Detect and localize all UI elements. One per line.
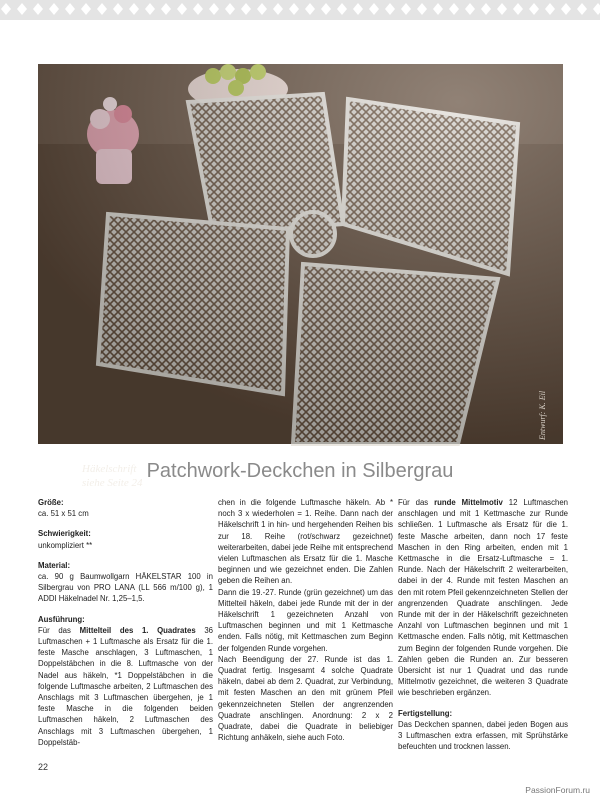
assembly-text: Nach Beendigung der 27. Runde ist das 1. Quadrat fertig. Insgesamt 4 solche Quadrate häkeln, dabei ab dem 2. Quadrat, zur Verbindung, mit festen Maschen an den mit grünem Pfeil gekennzeichneten Stellen der angrenzenden Quadrate anschlingen. Anordnung: 2 x 2 Quadrate, dabei die Quadrate in beliebiger Richtung anhäkeln, siehe auch Foto.: [218, 654, 393, 743]
instructions-heading: Ausführung:: [38, 614, 85, 624]
instructions-bold: Mittelteil des 1. Quadrates: [79, 625, 196, 635]
instructions-body: 36 Luftmaschen + 1 Luftmasche als Ersatz für die 1. feste Masche anschlagen, 3 Luftmaschen, 1 Doppelstäbchen in die 8. Luftmasche von der Nadel aus häkeln, *1 Doppelstäbchen in die folgende Luftmasche arbeiten, 2 Luftmaschen des Anschlags mit 3 Luftmaschen übergehen, je 1 feste Masche in die folgenden beiden Luftmaschen häkeln, 2 Luftmaschen des Anschlags mit 3 Luftmaschen übergehen, 1 Doppelstäb-: [38, 625, 213, 747]
size-heading: Größe:: [38, 498, 64, 507]
diamond-pattern: [0, 0, 600, 20]
text-column-3: [398, 497, 568, 752]
instructions-text: [38, 625, 213, 748]
center-motif-body: 12 Luftmaschen anschlagen und mit 1 Kettmasche zur Runde schließen. 1 Luftmasche als Ersatz für die 1. feste Masche arbeiten, dann noch 17 feste Maschen in den Ring arbeiten, enden mit 1 Kettmasche in die Ersatz-Luftmasche = 1. Runde. Nach der Häkelschrift 2 weiterarbeiten, dabei in der 4. Runde mit festen Maschen an den mit rotem Pfeil gekennzeichneten Stellen der angrenzenden Quadrate anschlingen. Jede Runde mit der in der Häkelschrift gezeichneten Anzahl von Luftmaschen beginnen und mit 1 Kettmasche enden. Falls nötig, mit Kettmaschen zum Beginn der folgenden Runde vorgehen. Die Zahlen geben die Runden an. Zur besseren Übersicht ist nur 1 Quadrat und das runde Mittelmotiv gezeichnet, die weiteren 3 Quadrate wie beschrieben ergänzen.: [398, 498, 568, 698]
center-motif-text: [398, 497, 568, 699]
material-text: ca. 90 g Baumwollgarn HÄKELSTAR 100 in Silbergrau von PRO LANA (LL 566 m/100 g), 1 ADDI Häkelnadel Nr. 1,25–1,5.: [38, 572, 213, 604]
caption-line-2: siehe Seite 24: [82, 477, 143, 489]
size-text: ca. 51 x 51 cm: [38, 509, 89, 519]
center-motif-pre: Für das: [398, 498, 435, 507]
text-column-2: [218, 497, 393, 743]
article-title: Patchwork-Deckchen in Silbergrau: [146, 460, 454, 482]
center-motif-bold: runde Mittelmotiv: [434, 498, 503, 507]
difficulty-heading: Schwierigkeit:: [38, 529, 91, 539]
photo-credit: Entwurf: K. Eil: [538, 390, 547, 440]
finishing-heading: Fertigstellung:: [398, 708, 453, 718]
finishing-text: Das Deckchen spannen, dabei jeden Bogen aus 3 Luftmaschen extra erfassen, mit Sprühstärke befeuchten und trocknen lassen.: [398, 719, 568, 752]
page-number: 22: [38, 762, 49, 772]
doily-illustration: [38, 64, 563, 444]
caption-line-1: Häkelschrift: [82, 463, 137, 475]
text-column-1: [38, 497, 213, 748]
watermark-text: PassionForum.ru: [525, 785, 590, 795]
decorative-border: [0, 0, 600, 20]
difficulty-text: unkompliziert **: [38, 540, 93, 550]
material-heading: Material:: [38, 560, 71, 570]
instructions-pre: Für das: [38, 625, 80, 635]
instructions-continued: chen in die folgende Luftmasche häkeln. Ab * noch 3 x wiederholen = 1. Reihe. Dann nach der Häkelschrift 1 in hin- und hergehenden Reihen bis zur 18. Reihe (rot/schwarz gezeichnet) weiterarbeiten, dabei jede Reihe mit entsprechend vielen Luftmaschen als Ersatz für die 1. Masche beginnen und wie gezeichnet enden. Die Zahlen geben die Reihen an.: [218, 498, 393, 586]
rounds-text: Dann die 19.-27. Runde (grün gezeichnet) um das Mittelteil häkeln, dabei jede Runde mit der in der Häkelschrift 1 gezeichneten Anzahl von Luftmaschen beginnen und mit 1 Kettmasche enden. Falls nötig, mit Kettmaschen zum Beginn der folgenden Runde vorgehen.: [218, 587, 393, 653]
